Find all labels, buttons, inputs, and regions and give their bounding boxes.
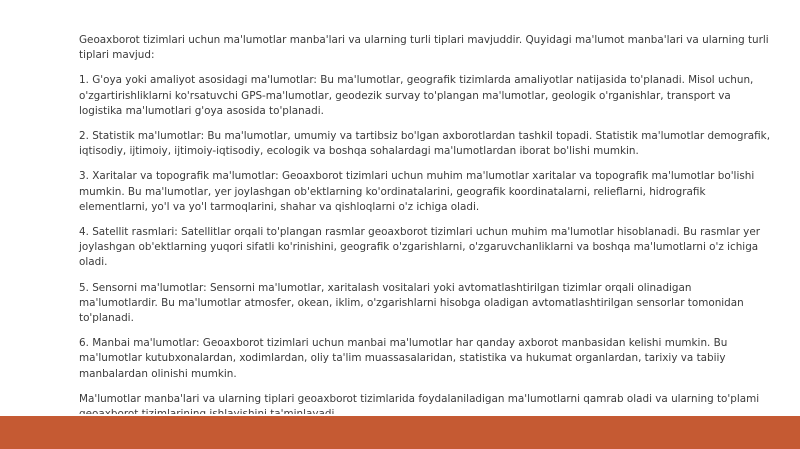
conclusion-paragraph: Ma'lumotlar manba'lari va ularning tiplari geoaxborot tizimlarida foydalaniladigan ma'lumotlarni qamrab oladi va ularning to'plami: [79, 392, 760, 405]
intro-paragraph: Geoaxborot tizimlari uchun ma'lumotlar manba'lari va ularning turli tiplari mavjuddir. Quyidagi ma'lumot manba'lari va ularning turli tiplari mavjud:: [79, 34, 769, 62]
paragraph-4: 4. Satellit rasmlari: Satellitlar orqali to'plangan rasmlar geoaxborot tizimlari uchun muhim ma'lumotlar hisoblanadi. Bu rasmlar yer joylashgan ob'ektlarning yuqori sifatli ko'rinishini, geografik o'zgarishlarni, o'zgaruvchanliklarni va boshqa ma'lumotlarni o'z ichiga oladi.: [79, 226, 760, 269]
paragraph-2: 2. Statistik ma'lumotlar: Bu ma'lumotlar, umumiy va tartibsiz bo'lgan axborotlardan tashkil topadi. Statistik ma'lumotlar demografik, iqtisodiy, ijtimoiy, ijtimoiy-iqtisodiy, ecologik va boshqa sohalardagi ma'lumotlardan iborat bo'lishi mumkin.: [79, 130, 771, 158]
paragraph-6: 6. Manbai ma'lumotlar: Geoaxborot tizimlari uchun manbai ma'lumotlar har qanday axborot manbasidan kelishi mumkin. Bu ma'lumotlar kutubxonalardan, xodimlardan, oliy ta'lim muassasalaridan, statistika va hukumat organlardan, tarixiy va tabiiy manbalardan olinishi mumkin.: [79, 337, 728, 380]
paragraph-1: 1. G'oya yoki amaliyot asosidagi ma'lumotlar: Bu ma'lumotlar, geografik tizimlarda amaliyotlar natijasida to'planadi. Misol uchun, o'zgartirishliklarni ko'rsatuvchi GPS-ma'lumotlar, geodezik survay to'plangan ma'lumotlar, geologik o'rganishlar, transport va logistika ma'lumotlari g'oya asosida to'planadi.: [79, 74, 754, 117]
footer-accent-bar: [0, 416, 800, 449]
slide-body: [79, 33, 771, 432]
paragraph-5: 5. Sensorni ma'lumotlar: Sensorni ma'lumotlar, xaritalash vositalari yoki avtomatlashtirilgan tizimlar orqali olinadigan ma'lumotlardir. Bu ma'lumotlar atmosfer, okean, iklim, o'zgarishlarni hisobga oladigan avtomatlashtirilgan sensorlar tomonidan to'planadi.: [79, 281, 744, 325]
paragraph-3: 3. Xaritalar va topografik ma'lumotlar: Geoaxborot tizimlari uchun muhim ma'lumotlar xaritalar va topografik ma'lumotlar bo'lishi mumkin. Bu ma'lumotlar, yer joylashgan ob'ektlarning ko'ordinatalarini, geografik koordinatalarni, relieflarni, hidrografik elementlarni, yo'l va yo'l tarmoqlarini, shahar va qishloqlarni o'z ichiga oladi.: [79, 170, 755, 213]
